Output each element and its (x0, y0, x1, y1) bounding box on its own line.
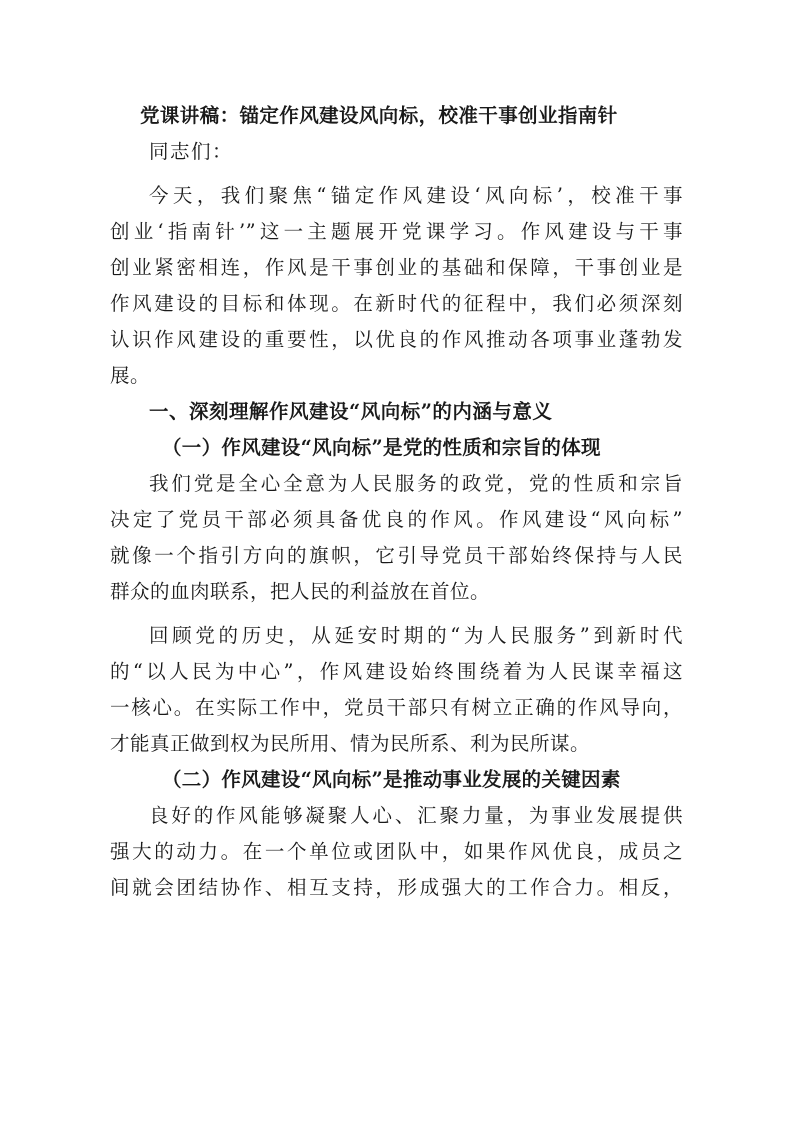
paragraph-line: 间就会团结协作、相互支持，形成强大的工作合力。相反， (110, 876, 683, 899)
document-page (110, 98, 683, 906)
body-paragraph (110, 798, 683, 906)
paragraph-line: 强大的动力。在一个单位或团队中，如果作风优良，成员之 (110, 840, 683, 863)
paragraph-line: 群众的血肉联系，把人民的利益放在首位。 (110, 580, 491, 603)
subsection-heading: （二）作风建设“风向标”是推动事业发展的关键因素 (162, 768, 621, 791)
intro-paragraph (110, 178, 683, 394)
paragraph-line: 就像一个指引方向的旗帜，它引导党员干部始终保持与人民 (110, 544, 683, 567)
paragraph-line: 一核心。在实际工作中，党员干部只有树立正确的作风导向， (110, 696, 683, 719)
body-paragraph (110, 466, 683, 610)
paragraph-line: 认识作风建设的重要性，以优良的作风推动各项事业蓬勃发 (110, 328, 683, 351)
paragraph-line: 的“以人民为中心”，作风建设始终围绕着为人民谋幸福这 (110, 660, 683, 683)
paragraph-line: 回顾党的历史，从延安时期的“为人民服务”到新时代 (149, 624, 683, 647)
subsection-heading: （一）作风建设“风向标”是党的性质和宗旨的体现 (162, 436, 601, 459)
body-paragraph (110, 618, 683, 762)
paragraph-line: 才能真正做到权为民所用、情为民所系、利为民所谋。 (110, 732, 591, 755)
section-heading: 一、深刻理解作风建设“风向标”的内涵与意义 (149, 400, 553, 423)
paragraph-line: 展。 (110, 364, 151, 387)
paragraph-line: 作风建设的目标和体现。在新时代的征程中，我们必须深刻 (110, 292, 683, 315)
salutation: 同志们： (149, 140, 234, 163)
paragraph-line: 今天，我们聚焦“锚定作风建设‘风向标’，校准干事 (149, 184, 683, 207)
paragraph-line: 创业紧密相连，作风是干事创业的基础和保障，干事创业是 (110, 256, 683, 279)
paragraph-line: 我们党是全心全意为人民服务的政党，党的性质和宗旨 (149, 472, 683, 495)
paragraph-line: 决定了党员干部必须具备优良的作风。作风建设“风向标” (110, 508, 683, 531)
document-title: 党课讲稿：锚定作风建设风向标，校准干事创业指南针 (140, 104, 618, 127)
paragraph-line: 创业‘指南针’”这一主题展开党课学习。作风建设与干事 (110, 220, 683, 243)
paragraph-line: 良好的作风能够凝聚人心、汇聚力量，为事业发展提供 (149, 804, 683, 827)
